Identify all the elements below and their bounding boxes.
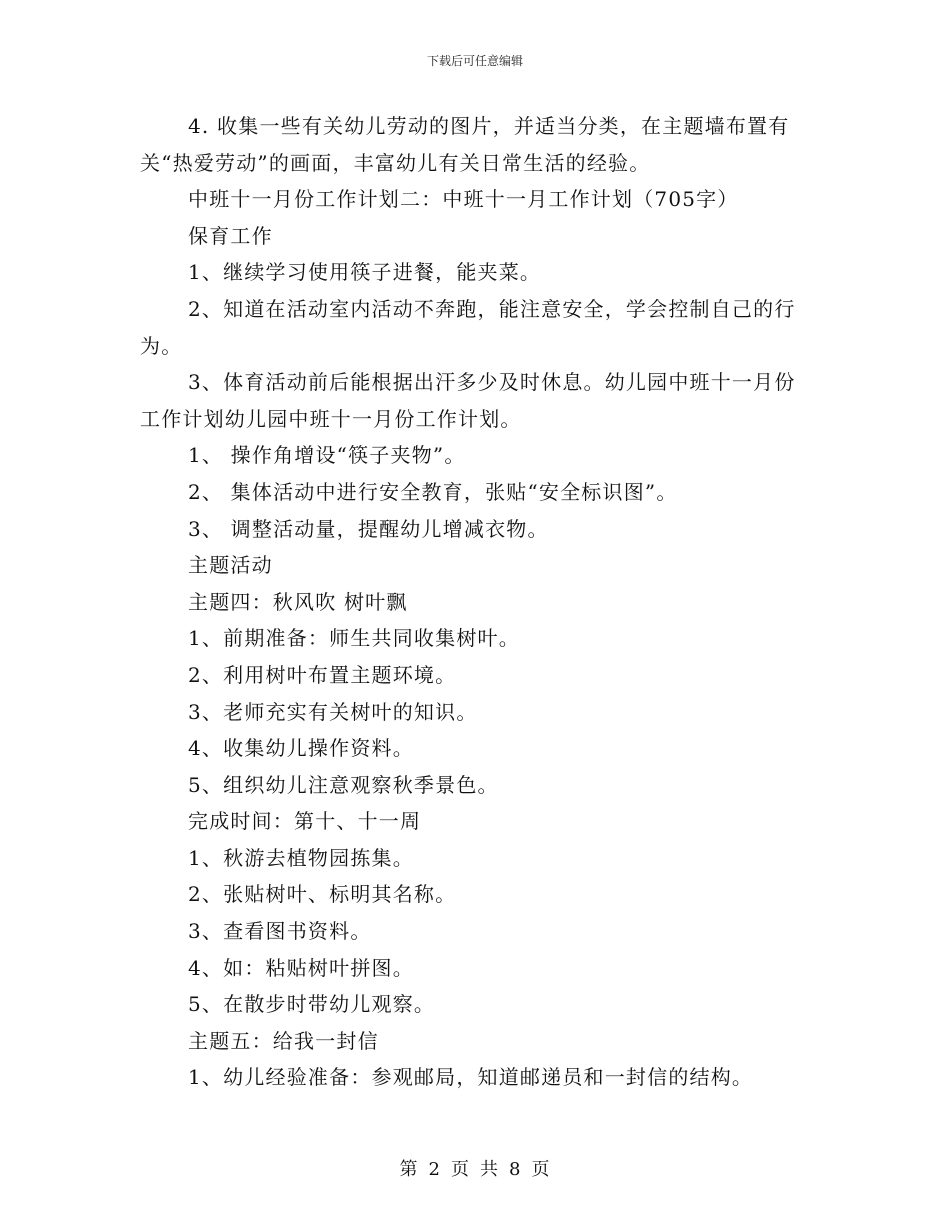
footer-total-pages: 8 xyxy=(509,1159,522,1180)
list-item: 5、组织幼儿注意观察秋季景色。 xyxy=(188,772,499,797)
list-item: 1、继续学习使用筷子进餐，能夹菜。 xyxy=(188,260,542,285)
section-heading: 保育工作 xyxy=(188,223,273,248)
list-item: 2、利用树叶布置主题环境。 xyxy=(188,662,457,687)
paragraph-line: 为。 xyxy=(140,333,183,358)
list-item: 4、如：粘贴树叶拼图。 xyxy=(188,955,414,980)
list-item: 1、 操作角增设“筷子夹物”。 xyxy=(188,443,466,468)
page-header: 下载后可任意编辑 xyxy=(426,54,523,68)
list-item: 5、在散步时带幼儿观察。 xyxy=(188,992,436,1017)
paragraph-line: 工作计划幼儿园中班十一月份工作计划。 xyxy=(140,406,522,431)
footer-page-unit: 页 xyxy=(451,1159,470,1180)
list-item: 1、前期准备：师生共同收集树叶。 xyxy=(188,626,520,651)
page-footer xyxy=(0,1155,950,1181)
list-item: 1、秋游去植物园拣集。 xyxy=(188,845,414,870)
list-item: 2、 集体活动中进行安全教育，张贴“安全标识图”。 xyxy=(188,479,678,504)
section-heading: 主题活动 xyxy=(188,553,273,578)
list-item: 3、 调整活动量，提醒幼儿增减衣物。 xyxy=(188,516,549,541)
paragraph-line: 4. 收集一些有关幼儿劳动的图片，并适当分类，在主题墙布置有 xyxy=(188,114,790,138)
list-item: 3、体育活动前后能根据出汗多少及时休息。幼儿园中班十一月份 xyxy=(188,370,796,395)
footer-page-number: 2 xyxy=(428,1159,441,1180)
list-item: 2、知道在活动室内活动不奔跑，能注意安全，学会控制自己的行 xyxy=(188,296,796,321)
list-item: 4、收集幼儿操作资料。 xyxy=(188,736,414,761)
paragraph-line: 关“热爱劳动”的画面，丰富幼儿有关日常生活的经验。 xyxy=(140,150,651,175)
section-heading: 完成时间：第十、十一周 xyxy=(188,809,422,834)
section-heading: 主题五：给我一封信 xyxy=(188,1028,379,1053)
footer-prefix: 第 xyxy=(399,1159,419,1180)
list-item: 1、幼儿经验准备：参观邮局，知道邮递员和一封信的结构。 xyxy=(188,1065,754,1090)
list-item: 3、老师充实有关树叶的知识。 xyxy=(188,699,478,724)
document-body xyxy=(140,108,812,1096)
section-title: 中班十一月份工作计划二：中班十一月工作计划（705字） xyxy=(188,187,739,212)
list-item: 3、查看图书资料。 xyxy=(188,919,372,944)
list-item: 2、张贴树叶、标明其名称。 xyxy=(188,882,457,907)
footer-suffix: 页 xyxy=(531,1159,551,1180)
section-heading: 主题四：秋风吹 树叶飘 xyxy=(188,589,408,614)
footer-total-label: 共 xyxy=(480,1159,499,1180)
